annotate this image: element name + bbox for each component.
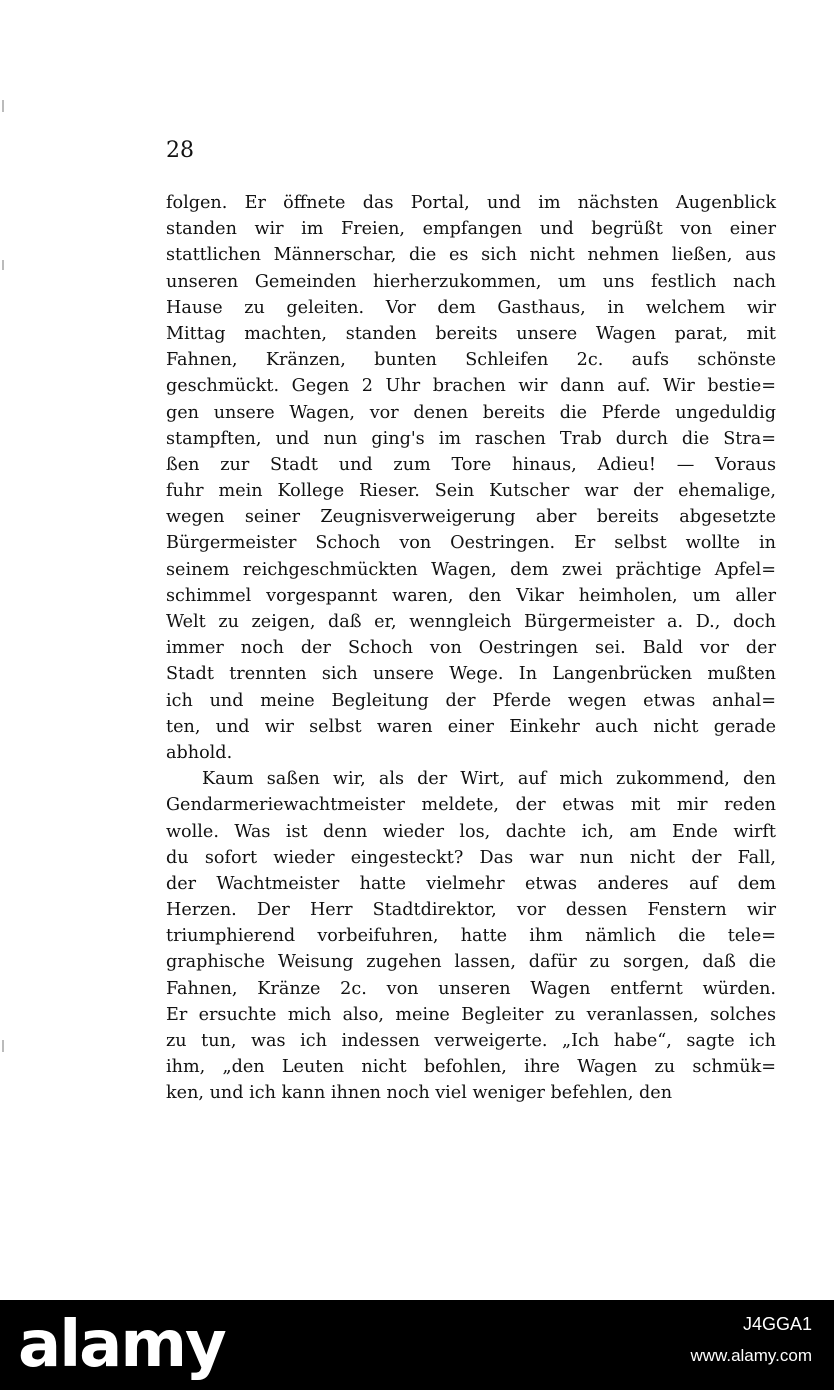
text-line: ihm, „den Leuten nicht befohlen, ihre Wagen zu schmük= — [166, 1057, 776, 1078]
text-line: triumphierend vorbeifuhren, hatte ihm nämlich die tele= — [166, 926, 776, 947]
watermark-url: www.alamy.com — [690, 1346, 812, 1365]
text-line: ich und meine Begleitung der Pferde wegen etwas anhal= — [166, 690, 776, 711]
text-line: Kaum saßen wir, als der Wirt, auf mich zukommend, den — [202, 769, 776, 790]
text-line: folgen. Er öffnete das Portal, und im nächsten Augenblick — [166, 193, 776, 213]
text-line: stampften, und nun ging's im raschen Trab durch die Stra= — [166, 428, 776, 449]
text-line: Gendarmeriewachtmeister meldete, der etwas mit mir reden — [166, 795, 776, 816]
text-line: ten, und wir selbst waren einer Einkehr auch nicht gerade — [166, 716, 776, 737]
watermark-logo: alamy — [18, 1308, 225, 1382]
text-line: Bürgermeister Schoch von Oestringen. Er selbst wollte in — [166, 533, 776, 554]
text-line: abhold. — [166, 742, 233, 763]
text-line: graphische Weisung zugehen lassen, dafür zu sorgen, daß die — [166, 952, 776, 973]
scan-edge-mark — [2, 260, 4, 270]
text-line: fuhr mein Kollege Rieser. Sein Kutscher war der ehemalige, — [166, 481, 776, 502]
text-line: wolle. Was ist denn wieder los, dachte ich, am Ende wirft — [166, 821, 776, 842]
text-line: geschmückt. Gegen 2 Uhr brachen wir dann auf. Wir bestie= — [166, 376, 776, 397]
text-line: Herzen. Der Herr Stadtdirektor, vor dessen Fenstern wir — [166, 900, 776, 921]
text-line: immer noch der Schoch von Oestringen sei. Bald vor der — [166, 638, 776, 659]
text-line: Hause zu geleiten. Vor dem Gasthaus, in welchem wir — [166, 297, 776, 318]
text-line: unseren Gemeinden hierherzukommen, um uns festlich nach — [166, 271, 776, 292]
watermark-image-id: J4GGA1 — [742, 1314, 812, 1334]
text-line: ken, und ich kann ihnen noch viel weniger befehlen, den — [166, 1083, 673, 1104]
text-line: ßen zur Stadt und zum Tore hinaus, Adieu! — Voraus — [166, 454, 776, 475]
text-line: gen unsere Wagen, vor denen bereits die Pferde ungeduldig — [166, 402, 776, 423]
text-line: schimmel vorgespannt waren, den Vikar heimholen, um aller — [166, 585, 776, 606]
text-line: seinem reichgeschmückten Wagen, dem zwei prächtige Apfel= — [166, 559, 776, 580]
text-line: Fahnen, Kränzen, bunten Schleifen 2c. aufs schönste — [166, 350, 776, 371]
text-line: der Wachtmeister hatte vielmehr etwas anderes auf dem — [166, 873, 776, 894]
text-line: stattlichen Männerschar, die es sich nicht nehmen ließen, aus — [166, 245, 776, 266]
body-text — [166, 190, 776, 1107]
text-line: zu tun, was ich indessen verweigerte. „Ich habe“, sagte ich — [166, 1031, 776, 1051]
text-line: Welt zu zeigen, daß er, wenngleich Bürgermeister a. D., doch — [166, 612, 776, 632]
text-line: Fahnen, Kränze 2c. von unseren Wagen entfernt würden. — [166, 978, 776, 999]
page-number: 28 — [166, 138, 194, 163]
scan-edge-mark — [2, 1040, 4, 1052]
text-line: Er ersuchte mich also, meine Begleiter zu veranlassen, solches — [166, 1004, 776, 1025]
text-line: Mittag machten, standen bereits unsere Wagen parat, mit — [166, 323, 776, 344]
text-line: wegen seiner Zeugnisverweigerung aber bereits abgesetzte — [166, 507, 776, 528]
scan-edge-mark — [2, 100, 4, 112]
text-line: Stadt trennten sich unsere Wege. In Langenbrücken mußten — [166, 664, 776, 685]
watermark-bar — [0, 1300, 834, 1390]
text-line: standen wir im Freien, empfangen und begrüßt von einer — [166, 219, 776, 240]
text-line: du sofort wieder eingesteckt? Das war nun nicht der Fall, — [166, 847, 776, 868]
